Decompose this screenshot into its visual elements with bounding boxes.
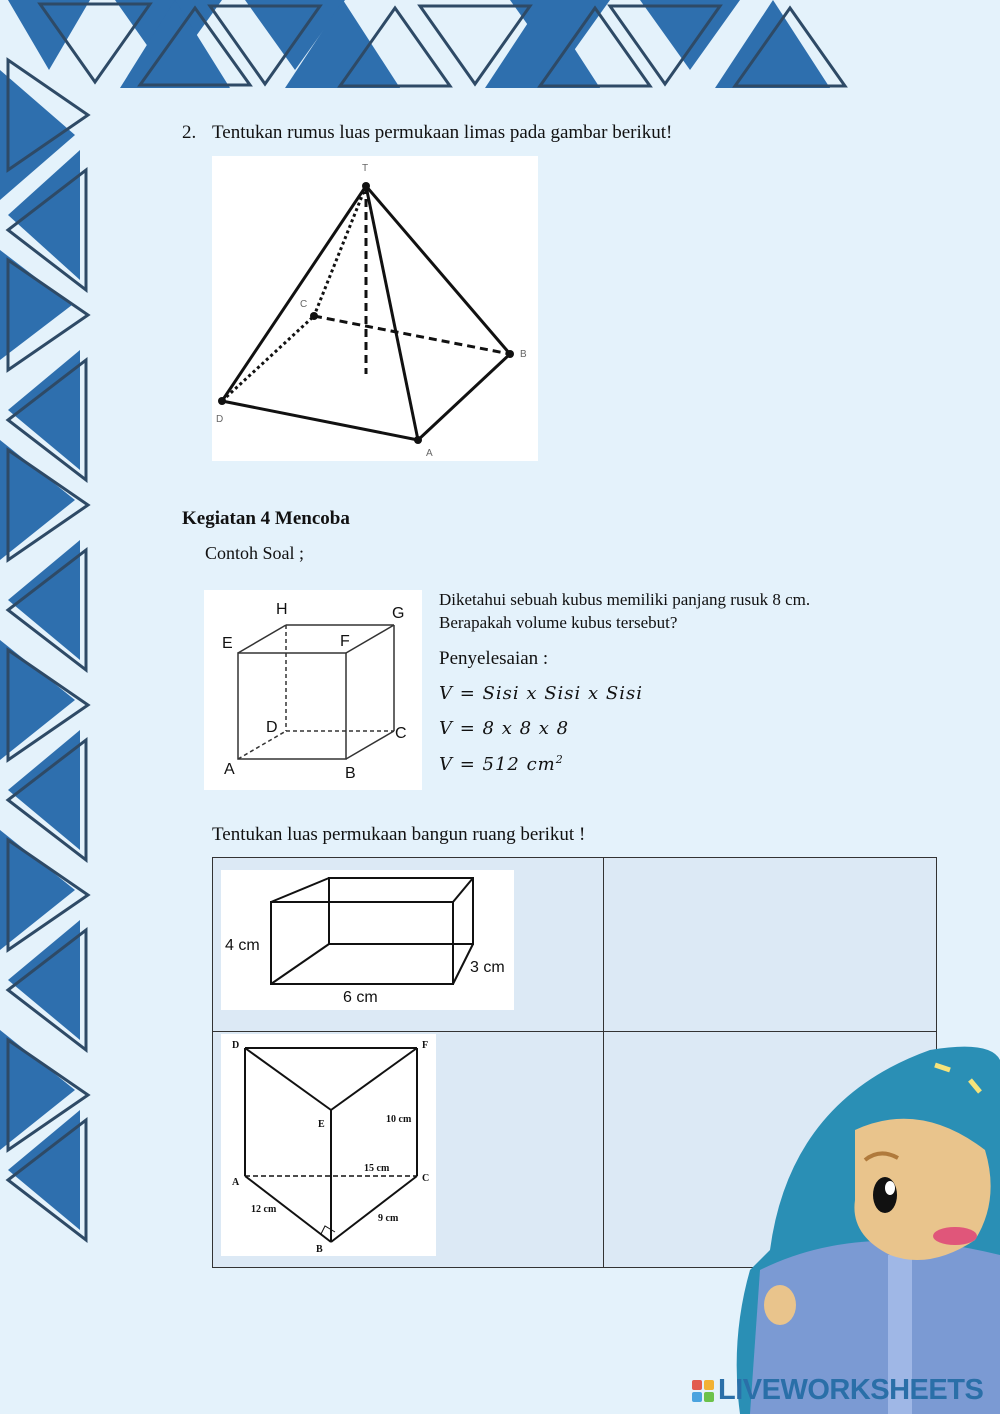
activity-title: Kegiatan 4 Mencoba xyxy=(182,508,350,529)
cube-front-face xyxy=(238,653,346,759)
brand-text: LIVEWORKSHEETS xyxy=(718,1374,984,1406)
question-number: 2. xyxy=(182,122,197,143)
label-a: A xyxy=(426,448,433,459)
box-height-label: 4 cm xyxy=(225,937,260,954)
cube-figure xyxy=(204,590,422,790)
equation-3 xyxy=(439,753,564,775)
prism-label-e: E xyxy=(318,1119,325,1130)
box-figure xyxy=(221,870,514,1010)
label-t: T xyxy=(362,163,369,174)
point-b xyxy=(506,350,514,358)
prism-ab-label: 12 cm xyxy=(251,1204,277,1215)
label-c: C xyxy=(300,299,308,310)
edge-tb xyxy=(366,186,510,354)
cube-label-g: G xyxy=(392,605,405,622)
question-text: Tentukan rumus luas permukaan limas pada gambar berikut! xyxy=(212,122,673,143)
prism-figure xyxy=(221,1034,436,1256)
point-d xyxy=(218,397,226,405)
cube-label-h: H xyxy=(276,601,288,618)
box-cell xyxy=(213,858,604,1032)
prism-ac-label: 15 cm xyxy=(364,1163,390,1174)
answer-cell-box[interactable] xyxy=(604,858,937,1032)
problem-line-1: Diketahui sebuah kubus memiliki panjang rusuk 8 cm. xyxy=(439,590,811,609)
prism-label-b: B xyxy=(316,1244,323,1255)
edge-ab xyxy=(418,354,510,440)
prism-label-a: A xyxy=(232,1177,240,1188)
prism-label-c: C xyxy=(422,1173,430,1184)
solution-label: Penyelesaian : xyxy=(439,648,549,669)
liveworksheets-logo-icon xyxy=(692,1380,714,1402)
edge-td xyxy=(222,186,366,401)
prism-cell xyxy=(213,1032,604,1268)
liveworksheets-logo[interactable] xyxy=(692,1374,983,1407)
box-width-label: 3 cm xyxy=(470,959,505,976)
box-length-label: 6 cm xyxy=(343,989,378,1006)
cube-label-a: A xyxy=(224,761,235,778)
edge-da xyxy=(222,401,418,440)
cube-label-e: E xyxy=(222,635,233,652)
prism-bc-label: 9 cm xyxy=(378,1213,399,1224)
cube-label-f: F xyxy=(340,633,350,650)
question-2 xyxy=(182,122,672,144)
equation-3-exponent: 2 xyxy=(555,753,564,766)
problem-line-2: Berapakah volume kubus tersebut? xyxy=(439,613,678,632)
cube-label-d: D xyxy=(266,719,278,736)
prism-height-label: 10 cm xyxy=(386,1114,412,1125)
equation-3-main: V = 512 cm xyxy=(439,754,556,775)
example-label: Contoh Soal ; xyxy=(205,543,305,563)
label-d: D xyxy=(216,414,224,425)
equation-2: V = 8 x 8 x 8 xyxy=(439,718,570,739)
edge-dc xyxy=(222,316,314,401)
mascot-illustration xyxy=(730,1040,1000,1414)
equation-1: V = Sisi x Sisi x Sisi xyxy=(439,683,643,704)
cube-label-b: B xyxy=(345,765,356,782)
task-instruction: Tentukan luas permukaan bangun ruang berikut ! xyxy=(212,824,586,845)
prism-label-d: D xyxy=(232,1040,240,1051)
prism-label-f: F xyxy=(422,1040,429,1051)
example-problem xyxy=(439,588,810,634)
point-c xyxy=(310,312,318,320)
point-a xyxy=(414,436,422,444)
cube-label-c: C xyxy=(395,725,407,742)
pyramid-figure xyxy=(212,156,538,461)
label-b: B xyxy=(520,349,527,360)
edge-ta xyxy=(366,186,418,440)
point-t xyxy=(362,182,370,190)
